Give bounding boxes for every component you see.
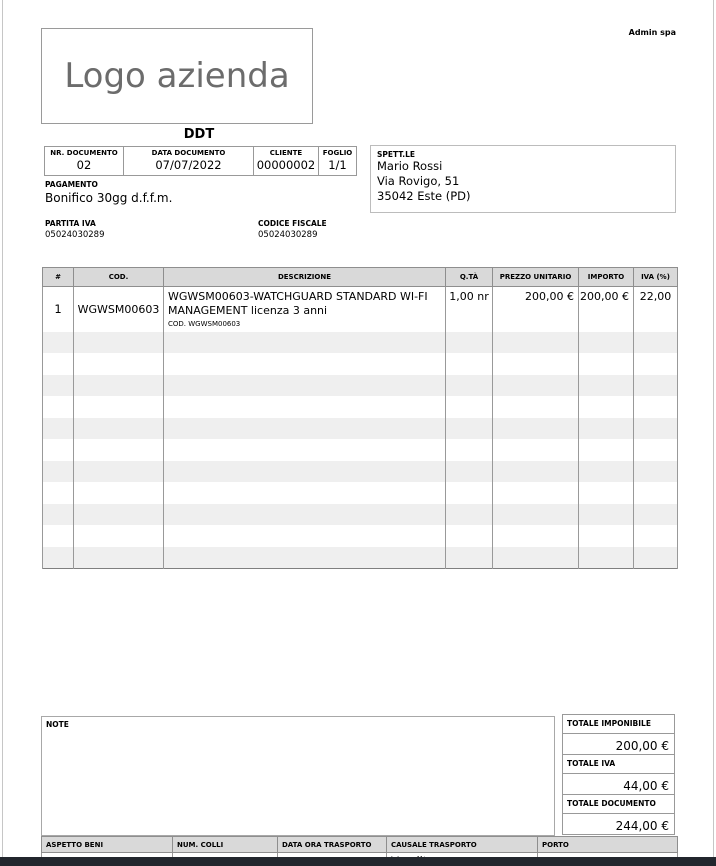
sheet-value: 1/1 [328,158,347,172]
payment-block [45,180,172,205]
empty-cell [43,461,74,483]
empty-cell [446,547,493,569]
col-header-amount: IMPORTO [579,268,634,287]
empty-cell [579,353,634,375]
vat-number-label: PARTITA IVA [45,219,96,228]
empty-item-row [43,525,678,547]
doc-info-table [44,146,357,176]
item-description-cell [164,287,446,332]
total-vat-value: 44,00 € [562,773,675,795]
sheet-label: FOGLIO [322,149,353,157]
payment-label: PAGAMENTO [45,180,98,189]
client-cell [254,147,319,176]
item-code: WGWSM00603 [74,287,164,332]
col-header-goods-appearance: ASPETTO BENI [42,837,173,853]
empty-cell [446,418,493,440]
empty-cell [493,353,579,375]
transport-header-row [42,837,678,853]
empty-cell [634,439,678,461]
empty-cell [579,482,634,504]
empty-cell [164,525,446,547]
empty-item-row [43,439,678,461]
empty-item-row [43,547,678,569]
empty-cell [634,525,678,547]
empty-cell [446,353,493,375]
empty-cell [634,547,678,569]
empty-cell [43,482,74,504]
item-unit-price: 200,00 € [493,287,579,332]
empty-cell [164,353,446,375]
empty-cell [493,332,579,354]
col-header-vat: IVA (%) [634,268,678,287]
empty-cell [446,375,493,397]
notes-label: NOTE [46,720,69,729]
notes-box [41,716,555,836]
total-document-label: TOTALE DOCUMENTO [562,794,675,814]
empty-cell [634,396,678,418]
recipient-street: Via Rovigo, 51 [377,174,460,188]
empty-item-row [43,418,678,440]
empty-cell [43,332,74,354]
empty-cell [74,396,164,418]
empty-cell [74,353,164,375]
empty-item-row [43,353,678,375]
doc-number-cell [45,147,124,176]
empty-cell [493,461,579,483]
sheet-cell [319,147,357,176]
empty-cell [579,547,634,569]
empty-cell [164,418,446,440]
empty-cell [74,504,164,526]
empty-cell [43,375,74,397]
empty-item-row [43,482,678,504]
empty-cell [164,504,446,526]
empty-cell [43,547,74,569]
empty-cell [74,461,164,483]
empty-cell [164,439,446,461]
recipient-label: SPETT.LE [377,150,416,159]
empty-cell [579,504,634,526]
empty-item-row [43,332,678,354]
empty-cell [579,375,634,397]
item-vat-pct: 22,00 [634,287,678,332]
fiscal-code-value: 05024030289 [258,230,318,240]
vat-number-block [45,219,105,240]
empty-cell [446,461,493,483]
doc-date-value: 07/07/2022 [155,158,222,172]
empty-cell [164,547,446,569]
doc-number-label: NR. DOCUMENTO [50,149,118,157]
empty-cell [446,504,493,526]
empty-cell [579,439,634,461]
page-edge-left [2,0,3,866]
col-header-unit-price: PREZZO UNITARIO [493,268,579,287]
recipient-city: 35042 Este (PD) [377,189,471,203]
item-description-code: COD. WGWSM00603 [168,320,241,328]
empty-cell [446,332,493,354]
totals-panel [562,715,675,835]
empty-cell [446,525,493,547]
empty-cell [493,375,579,397]
empty-cell [579,396,634,418]
empty-cell [446,439,493,461]
empty-cell [43,353,74,375]
doc-date-label: DATA DOCUMENTO [151,149,226,157]
viewport-bottom-bar [0,857,716,866]
empty-cell [634,504,678,526]
col-header-qty: Q.TÀ [446,268,493,287]
col-header-num: # [43,268,74,287]
empty-cell [493,504,579,526]
empty-cell [634,418,678,440]
empty-cell [74,375,164,397]
empty-cell [579,525,634,547]
fiscal-code-block [258,219,327,240]
empty-cell [493,418,579,440]
item-description: WGWSM00603-WATCHGUARD STANDARD WI-FI MANAGEMENT licenza 3 anni [168,290,428,317]
doc-number-value: 02 [76,158,92,172]
document-title: DDT [183,127,215,142]
empty-cell [43,418,74,440]
client-label: CLIENTE [269,149,303,157]
items-table [42,267,678,569]
item-amount: 200,00 € [579,287,634,332]
empty-item-row [43,396,678,418]
empty-cell [579,418,634,440]
empty-cell [43,396,74,418]
empty-cell [74,547,164,569]
company-name: Admin spa [628,28,676,37]
vat-number-value: 05024030289 [45,230,105,240]
empty-item-row [43,461,678,483]
empty-cell [493,547,579,569]
empty-cell [446,396,493,418]
empty-cell [634,353,678,375]
empty-cell [164,375,446,397]
item-qty: 1,00 nr [446,287,493,332]
recipient-box [370,145,676,213]
total-vat-label: TOTALE IVA [562,754,675,774]
empty-cell [493,439,579,461]
empty-item-row [43,504,678,526]
empty-cell [74,332,164,354]
doc-date-cell [124,147,254,176]
empty-cell [164,482,446,504]
empty-cell [493,482,579,504]
page-edge-right [713,0,714,866]
col-header-code: COD. [74,268,164,287]
col-header-description: DESCRIZIONE [164,268,446,287]
empty-cell [579,461,634,483]
col-header-transport-reason: CAUSALE TRASPORTO [387,837,538,853]
payment-value: Bonifico 30gg d.f.f.m. [45,191,173,205]
logo-placeholder-text: Logo azienda [64,56,290,96]
empty-cell [493,525,579,547]
col-header-carriage: PORTO [538,837,678,853]
empty-cell [74,525,164,547]
empty-cell [43,504,74,526]
empty-cell [493,396,579,418]
fiscal-code-label: CODICE FISCALE [258,219,327,228]
col-header-transport-datetime: DATA ORA TRASPORTO [278,837,387,853]
empty-cell [74,439,164,461]
empty-cell [43,439,74,461]
empty-cell [634,482,678,504]
empty-cell [634,332,678,354]
recipient-name: Mario Rossi [377,159,443,173]
total-taxable-label: TOTALE IMPONIBILE [562,714,675,734]
empty-cell [579,332,634,354]
empty-item-row [43,375,678,397]
empty-cell [446,482,493,504]
item-num: 1 [43,287,74,332]
item-row [43,287,678,332]
empty-cell [74,418,164,440]
items-header-row [43,268,678,287]
empty-cell [164,396,446,418]
total-document-value: 244,00 € [562,813,675,835]
empty-cell [74,482,164,504]
empty-cell [164,461,446,483]
total-taxable-value: 200,00 € [562,733,675,755]
col-header-packages: NUM. COLLI [173,837,278,853]
empty-cell [43,525,74,547]
empty-cell [634,461,678,483]
empty-cell [634,375,678,397]
company-logo [41,28,313,124]
empty-cell [164,332,446,354]
client-value: 00000002 [256,158,316,172]
